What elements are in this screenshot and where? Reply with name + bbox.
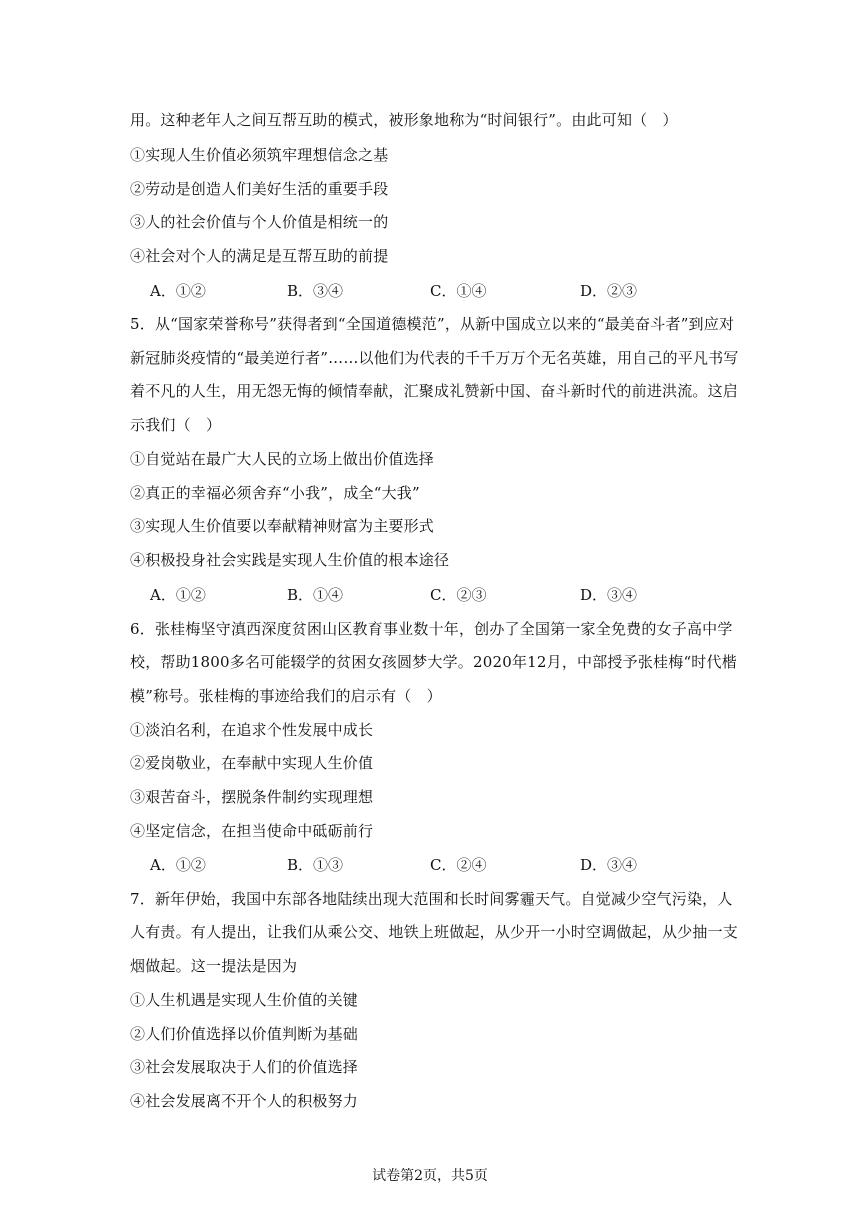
page-footer: 试卷第2页，共5页 — [372, 1168, 488, 1184]
q7-stem-line-2: 人有责。有人提出，让我们从乘公交、地铁上班做起，从少开一小时空调做起，从少抽一支 — [130, 923, 739, 941]
q6-option-d[interactable]: D．③④ — [580, 856, 638, 874]
q6-option-c[interactable]: C．②④ — [430, 856, 487, 874]
q4-option-b[interactable]: B．③④ — [287, 282, 344, 300]
q6-options — [150, 855, 740, 875]
q5-option-d[interactable]: D．③④ — [580, 586, 638, 604]
q4-option-d[interactable]: D．②③ — [580, 282, 638, 300]
q6-stem-line-1: 6．张桂梅坚守滇西深度贫困山区教育事业数十年，创办了全国第一家全免费的女子高中学 — [130, 620, 733, 638]
q7-stem-line-1: 7．新年伊始，我国中东部各地陆续出现大范围和长时间雾霾天气。自觉减少空气污染，人 — [130, 890, 733, 908]
q4-item-4: ④社会对个人的满足是互帮互助的前提 — [130, 247, 389, 265]
q5-stem-line-3: 着不凡的人生，用无怨无悔的倾情奉献，汇聚成礼赞新中国、奋斗新时代的前进洪流。这启 — [130, 382, 739, 400]
q7-item-3: ③社会发展取决于人们的价值选择 — [130, 1058, 359, 1076]
q6-item-1: ①淡泊名利，在追求个性发展中成长 — [130, 721, 374, 739]
q4-item-2: ②劳动是创造人们美好生活的重要手段 — [130, 180, 389, 198]
q6-stem-line-3: 模”称号。张桂梅的事迹给我们的启示有（ ） — [130, 687, 442, 705]
q4-item-1: ①实现人生价值必须筑牢理想信念之基 — [130, 146, 389, 164]
q4-option-a[interactable]: A．①② — [150, 282, 206, 300]
q4-options — [150, 281, 740, 301]
q5-option-a[interactable]: A．①② — [150, 586, 206, 604]
q5-option-c[interactable]: C．②③ — [430, 586, 487, 604]
q7-item-1: ①人生机遇是实现人生价值的关键 — [130, 991, 359, 1009]
q5-item-3: ③实现人生价值要以奉献精神财富为主要形式 — [130, 517, 435, 535]
q5-item-2: ②真正的幸福必须舍弃“小我”，成全“大我” — [130, 484, 420, 502]
q7-item-2: ②人们价值选择以价值判断为基础 — [130, 1025, 359, 1043]
q5-stem-line-1: 5．从“国家荣誉称号”获得者到“全国道德模范”，从新中国成立以来的“最美奋斗者”到应对 — [130, 315, 735, 333]
q5-option-b[interactable]: B．①④ — [287, 586, 344, 604]
q6-stem-line-2: 校，帮助1800多名可能辍学的贫困女孩圆梦大学。2020年12月，中部授予张桂梅“时代楷 — [130, 653, 737, 671]
q6-option-b[interactable]: B．①③ — [287, 856, 344, 874]
q5-stem-line-2: 新冠肺炎疫情的“最美逆行者”……以他们为代表的千千万万个无名英雄，用自己的平凡书写 — [130, 349, 739, 367]
q6-item-3: ③艰苦奋斗，摆脱条件制约实现理想 — [130, 788, 374, 806]
q5-options — [150, 585, 740, 605]
q4-option-c[interactable]: C．①④ — [430, 282, 487, 300]
q6-item-4: ④坚定信念，在担当使命中砥砺前行 — [130, 822, 374, 840]
q7-stem-line-3: 烟做起。这一提法是因为 — [130, 957, 298, 975]
q4-stem-tail: 用。这种老年人之间互帮互助的模式，被形象地称为“时间银行”。由此可知（ ） — [130, 111, 678, 129]
q5-stem-line-4: 示我们（ ） — [130, 416, 222, 434]
q6-item-2: ②爱岗敬业，在奉献中实现人生价值 — [130, 754, 374, 772]
q5-item-1: ①自觉站在最广大人民的立场上做出价值选择 — [130, 450, 435, 468]
q7-item-4: ④社会发展离不开个人的积极努力 — [130, 1092, 359, 1110]
q4-item-3: ③人的社会价值与个人价值是相统一的 — [130, 213, 389, 231]
q6-option-a[interactable]: A．①② — [150, 856, 206, 874]
q5-item-4: ④积极投身社会实践是实现人生价值的根本途径 — [130, 551, 450, 569]
